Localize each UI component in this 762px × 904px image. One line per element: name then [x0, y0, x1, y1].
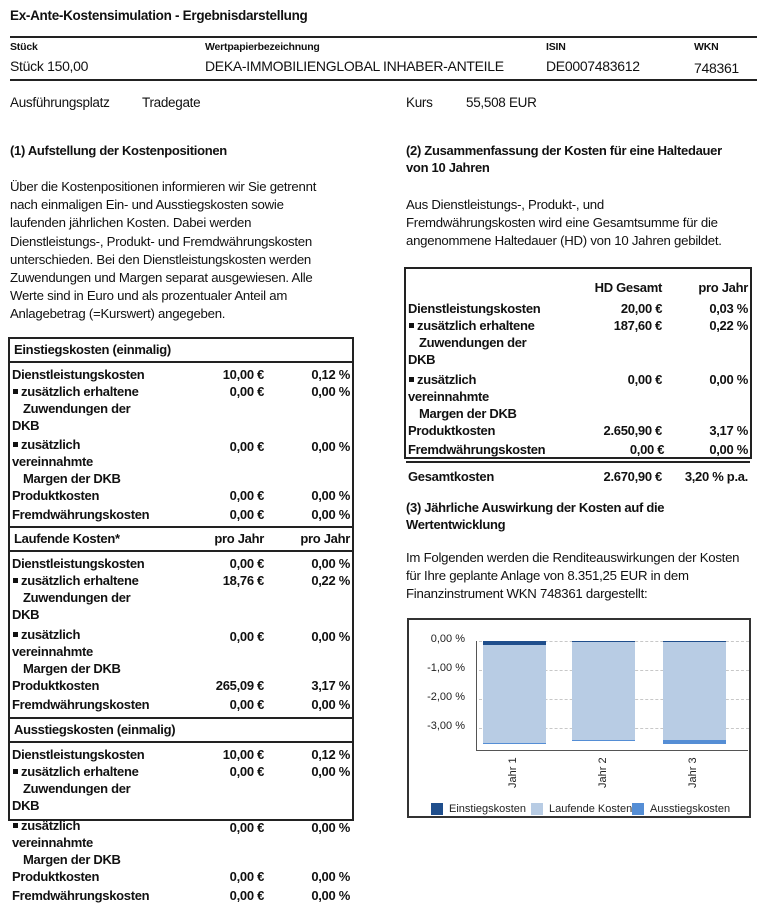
label-stueck: Stück: [10, 41, 38, 53]
bar-jahr2-laufend: [572, 642, 635, 740]
value-stueck: Stück 150,00: [10, 58, 89, 74]
venue-value-text: Tradegate: [142, 95, 201, 110]
bullet-icon: [409, 377, 414, 382]
text-line: Werte sind in Euro und als prozentualer Anteil am: [10, 288, 288, 304]
col-header-per-year: pro Jahr: [698, 280, 748, 295]
row-amount: 0,00 €: [229, 764, 264, 779]
row-name: Dienstleistungskosten: [12, 556, 145, 571]
running-costs-header: [10, 526, 352, 552]
row-percent: 0,00 %: [311, 764, 350, 779]
entry-costs-header: [10, 339, 352, 363]
text-line: nach einmaligen Ein- und Ausstiegskosten sowie: [10, 197, 284, 213]
table-row: [10, 868, 352, 885]
row-name: Produktkosten: [12, 869, 100, 884]
section1-title: (1) Aufstellung der Kostenpositionen: [10, 143, 227, 158]
total-amount: 2.670,90 €: [603, 469, 662, 484]
row-percent: 0,00 %: [311, 439, 350, 454]
entry-costs-heading: Einstiegskosten (einmalig): [14, 342, 171, 357]
text-line: Im Folgenden werden die Renditeauswirkungen der Kosten: [406, 550, 740, 565]
row-amount: 18,76 €: [222, 573, 264, 588]
row-name-cont: Margen der DKB: [23, 852, 121, 867]
row-name: zusätzlich erhaltene: [21, 384, 139, 399]
bar-jahr3-laufend: [663, 642, 726, 740]
row-amount: 265,09 €: [215, 678, 264, 693]
legend-item-einstieg: [431, 803, 526, 815]
row-percent: 0,12 %: [311, 367, 350, 382]
y-tick-label: -3,00 %: [427, 720, 465, 732]
row-percent: 0,00 %: [311, 629, 350, 644]
text-line: Fremdwährungskosten wird eine Gesamtsumme für die: [406, 215, 718, 231]
row-amount: 0,00 €: [229, 869, 264, 884]
summary-table: [404, 267, 752, 484]
entry-costs-rows: [10, 363, 352, 523]
row-percent: 0,03 %: [709, 301, 748, 316]
row-amount: 10,00 €: [222, 367, 264, 382]
summary-header-row: [406, 279, 750, 296]
value-isin: DE0007483612: [546, 58, 640, 74]
y-tick-label: 0,00 %: [430, 633, 465, 645]
table-row: [406, 317, 750, 368]
row-name: Fremdwährungskosten: [408, 442, 546, 457]
table-row: [10, 506, 352, 523]
text-line: Aus Dienstleistungs-, Produkt-, und: [406, 197, 604, 212]
value-wertpapier: DEKA-IMMOBILIENGLOBAL INHABER-ANTEILE: [205, 58, 504, 74]
row-name: zusätzlich vereinnahmte: [12, 437, 93, 469]
col-header-amount: pro Jahr: [214, 531, 264, 546]
total-label: Gesamtkosten: [408, 469, 494, 484]
total-percent: 3,20 % p.a.: [684, 469, 748, 484]
table-row: [10, 817, 352, 868]
row-name: zusätzlich vereinnahmte: [408, 372, 489, 404]
row-name: zusätzlich vereinnahmte: [12, 627, 93, 659]
section3-title-line: Wertentwicklung: [406, 517, 506, 532]
exit-costs-header: [10, 717, 352, 743]
y-tick-label: -2,00 %: [427, 691, 465, 703]
legend-label: Laufende Kosten: [549, 803, 633, 815]
section2-title-line: (2) Zusammenfassung der Kosten für eine Haltedauer: [406, 143, 722, 158]
row-name-cont: Margen der DKB: [419, 406, 517, 421]
text-line: für Ihre geplante Anlage von 8.351,25 EUR in dem: [406, 568, 689, 584]
row-percent: 0,12 %: [311, 747, 350, 762]
col-header-percent: pro Jahr: [300, 531, 350, 546]
text-line: Zuwendungen und Margen separat ausgewiesen. Alle: [10, 270, 313, 286]
row-percent: 0,00 %: [709, 442, 748, 457]
row-name: Dienstleistungskosten: [12, 747, 145, 762]
table-row: [10, 696, 352, 713]
row-amount: 0,00 €: [229, 697, 264, 712]
row-name: zusätzlich erhaltene: [417, 318, 535, 333]
legend-label: Ausstiegskosten: [650, 803, 731, 815]
value-wkn: 748361: [694, 60, 739, 76]
row-percent: 0,22 %: [709, 318, 748, 333]
section2-description: [406, 196, 756, 251]
row-amount: 2.650,90 €: [603, 423, 662, 438]
bullet-icon: [13, 769, 18, 774]
header-top-divider: [10, 36, 757, 38]
row-amount: 0,00 €: [229, 888, 264, 903]
row-amount: 0,00 €: [629, 442, 665, 457]
table-row: [10, 572, 352, 623]
x-axis: [476, 750, 748, 751]
price-label: Kurs: [406, 95, 433, 110]
running-costs-rows: [10, 552, 352, 713]
text-line: Anlagebetrag (=Kurswert) angegeben.: [10, 306, 226, 322]
section2-title-line: von 10 Jahren: [406, 160, 490, 175]
bullet-icon: [13, 578, 18, 583]
bullet-icon: [13, 389, 18, 394]
row-name: zusätzlich vereinnahmte: [12, 818, 93, 850]
label-wkn: WKN: [694, 41, 719, 53]
row-percent: 0,00 %: [709, 372, 748, 387]
row-name: Dienstleistungskosten: [12, 367, 145, 382]
text-line: unterschieden. Bei den Dienstleistungskosten werden: [10, 251, 312, 267]
row-percent: 0,00 %: [311, 697, 350, 712]
row-name: Dienstleistungskosten: [408, 301, 541, 316]
text-line: Über die Kostenpositionen informieren wir Sie getrennt: [10, 179, 317, 194]
table-row: [10, 366, 352, 383]
section1-description: [10, 178, 380, 324]
row-percent: 0,22 %: [311, 573, 350, 588]
table-row: [10, 763, 352, 814]
x-tick-label: Jahr 1: [507, 757, 519, 788]
legend-item-laufend: [531, 803, 632, 815]
bullet-icon: [409, 323, 414, 328]
table-row: [10, 383, 352, 434]
table-row: [406, 441, 750, 458]
cost-positions-table: [8, 337, 354, 903]
x-tick-label: Jahr 2: [597, 757, 609, 788]
row-name: Fremdwährungskosten: [12, 507, 150, 522]
row-amount: 0,00 €: [229, 488, 264, 503]
table-row: [10, 555, 352, 572]
text-line: Finanzinstrument WKN 748361 dargestellt:: [406, 586, 648, 602]
bullet-icon: [13, 823, 18, 828]
legend-swatch: [632, 803, 644, 815]
bar-jahr3-ausstieg: [663, 740, 726, 744]
bar-jahr1-ausstieg: [483, 743, 546, 744]
row-name-cont: Margen der DKB: [23, 471, 121, 486]
bar-jahr1-laufend: [483, 645, 546, 743]
label-isin: ISIN: [546, 41, 566, 53]
row-percent: 0,00 %: [311, 488, 350, 503]
row-percent: 0,00 %: [311, 888, 350, 903]
section3-title: [406, 499, 664, 533]
legend-swatch: [531, 803, 543, 815]
row-amount: 0,00 €: [229, 629, 264, 644]
table-row: [10, 487, 352, 504]
row-name-cont: Zuwendungen der DKB: [12, 781, 131, 813]
table-row: [406, 300, 750, 317]
row-percent: 0,00 %: [311, 556, 350, 571]
row-name: Fremdwährungskosten: [12, 697, 150, 712]
row-percent: 0,00 %: [311, 820, 350, 835]
row-amount: 187,60 €: [613, 318, 662, 333]
bullet-icon: [13, 632, 18, 637]
row-amount: 0,00 €: [627, 372, 662, 387]
text-line: laufenden jährlichen Kosten. Dabei werden: [10, 215, 252, 231]
row-name: Fremdwährungskosten: [12, 888, 150, 903]
exit-costs-rows: [10, 743, 352, 904]
table-row: [406, 371, 750, 422]
row-name-cont: Zuwendungen der DKB: [12, 401, 131, 433]
row-amount: 0,00 €: [229, 384, 264, 399]
bullet-icon: [13, 442, 18, 447]
price-value: 55,508 EUR: [466, 95, 537, 110]
y-tick-label: -1,00 %: [427, 662, 465, 674]
row-amount: 0,00 €: [229, 439, 264, 454]
header-bottom-divider: [10, 79, 757, 81]
section3-description: [406, 549, 758, 604]
row-percent: 0,00 %: [311, 507, 350, 522]
total-row: [406, 461, 750, 485]
row-percent: 3,17 %: [709, 423, 748, 438]
x-tick-label: Jahr 3: [687, 757, 699, 788]
legend-label: Einstiegskosten: [449, 803, 527, 815]
section3-title-line: (3) Jährliche Auswirkung der Kosten auf die: [406, 500, 665, 515]
legend-swatch: [431, 803, 443, 815]
venue-label: Ausführungsplatz: [10, 95, 110, 110]
cost-impact-chart: [407, 618, 751, 818]
row-percent: 3,17 %: [311, 678, 350, 693]
row-amount: 10,00 €: [222, 747, 264, 762]
label-wertpapier: Wertpapierbezeichnung: [205, 41, 320, 53]
row-name-cont: Zuwendungen der DKB: [12, 590, 131, 622]
legend-item-ausstieg: [632, 803, 730, 815]
row-amount: 0,00 €: [229, 556, 264, 571]
running-costs-heading: Laufende Kosten*: [14, 531, 120, 546]
row-name-cont: Margen der DKB: [23, 661, 121, 676]
table-row: [10, 677, 352, 694]
table-row: [10, 436, 352, 487]
row-name: Produktkosten: [12, 678, 100, 693]
y-axis: [476, 641, 477, 751]
table-row: [406, 422, 750, 439]
row-amount: 0,00 €: [229, 507, 264, 522]
row-amount: 0,00 €: [229, 820, 264, 835]
row-name: Produktkosten: [12, 488, 100, 503]
col-header-hd-total: HD Gesamt: [594, 280, 662, 295]
row-name: zusätzlich erhaltene: [21, 573, 139, 588]
section2-title: [406, 142, 722, 176]
row-amount: 20,00 €: [620, 301, 663, 316]
row-name: zusätzlich erhaltene: [21, 764, 139, 779]
row-percent: 0,00 %: [311, 869, 350, 884]
text-line: Dienstleistungs-, Produkt- und Fremdwährungskosten: [10, 233, 312, 249]
row-name: Produktkosten: [408, 423, 496, 438]
row-name-cont: Zuwendungen der DKB: [408, 335, 527, 367]
bar-jahr2-ausstieg: [572, 740, 635, 741]
page-title: Ex-Ante-Kostensimulation - Ergebnisdarstellung: [10, 8, 308, 23]
table-row: [10, 887, 352, 904]
row-percent: 0,00 %: [311, 384, 350, 399]
table-row: [10, 626, 352, 677]
text-line: angenommene Haltedauer (HD) von 10 Jahren gebildet.: [406, 233, 722, 249]
table-row: [10, 746, 352, 763]
exit-costs-heading: Ausstiegskosten (einmalig): [14, 722, 176, 737]
